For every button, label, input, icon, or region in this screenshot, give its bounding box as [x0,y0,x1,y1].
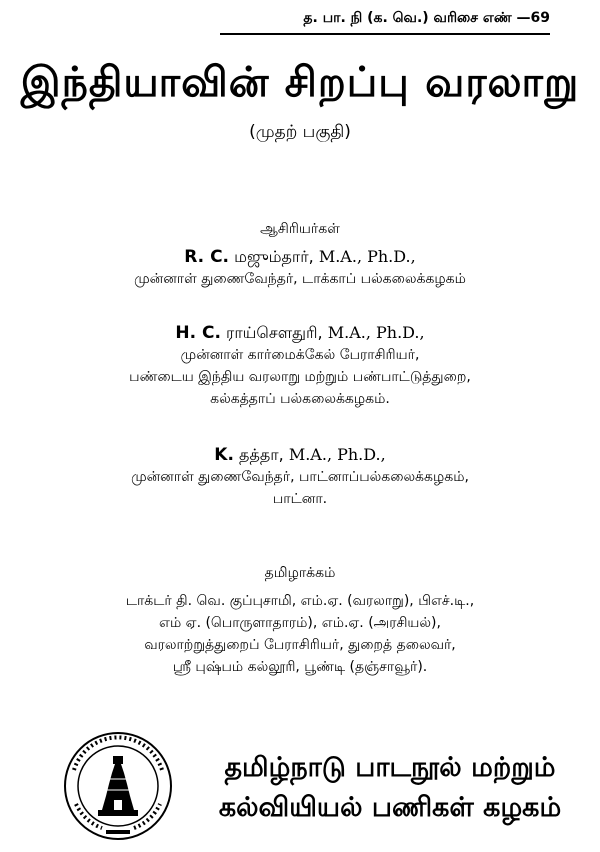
temple-gopuram-seal-icon [62,730,174,842]
translator-line: எம் ஏ. (பொருளாதாரம்), எம்.ஏ. (அரசியல்), [159,615,441,631]
author-affiliation: கல்கத்தாப் பல்கலைக்கழகம். [210,391,390,407]
author-block-2 [40,322,560,410]
author-degrees: M.A., Ph.D., [318,247,416,266]
author-degrees: M.A., Ph.D., [327,323,425,342]
author-name-line [40,322,560,344]
author-degrees: M.A., Ph.D., [288,445,386,464]
author-affiliation: பாட்னா. [272,491,328,507]
publisher-line: கல்வியியல் பணிகள் கழகம் [218,792,562,823]
author-initials: H. C. [175,323,221,343]
book-subtitle: (முதற் பகுதி) [249,122,351,142]
authors-heading-block [40,218,560,240]
author-block-1 [40,246,560,290]
author-name: ராய்சௌதுரி, [226,323,323,342]
author-affiliation: முன்னாள் கார்மைக்கேல் பேராசிரியர், [180,347,420,363]
translator-line: டாக்டர் தி. வெ. குப்புசாமி, எம்.ஏ. (வரலாறு), பிஎச்.டி., [125,593,475,609]
publisher-name [190,748,590,828]
author-name: தத்தா, [239,445,284,464]
translator-line: வரலாற்றுத்துறைப் பேராசிரியர், துறைத் தலைவர், [144,637,456,653]
translation-block [40,562,560,678]
author-initials: K. [214,445,234,465]
author-name-line [40,444,560,466]
author-initials: R. C. [184,247,229,267]
publisher-footer [0,730,600,830]
translator-line: ஸ்ரீ புஷ்பம் கல்லூரி, பூண்டி (தஞ்சாவூர்). [172,659,428,675]
author-affiliation: முன்னாள் துணைவேந்தர், பாட்னாப்பல்கலைக்கழகம், [131,469,469,485]
book-title: இந்தியாவின் சிறப்பு வரலாறு [20,58,580,106]
series-number: த. பா. நி (க. வெ.) வரிசை எண் —69 [220,10,550,35]
author-affiliation: பண்டைய இந்திய வரலாறு மற்றும் பண்பாட்டுத்துறை, [129,369,471,385]
author-name-line [40,246,560,268]
author-name: மஜும்தார், [234,247,314,266]
author-affiliation: முன்னாள் துணைவேந்தர், டாக்காப் பல்கலைக்கழகம் [134,271,466,287]
publisher-line: தமிழ்நாடு பாடநூல் மற்றும் [224,752,556,783]
authors-heading: ஆசிரியர்கள் [260,221,340,237]
author-block-3 [40,444,560,510]
translation-heading: தமிழாக்கம் [264,565,336,581]
